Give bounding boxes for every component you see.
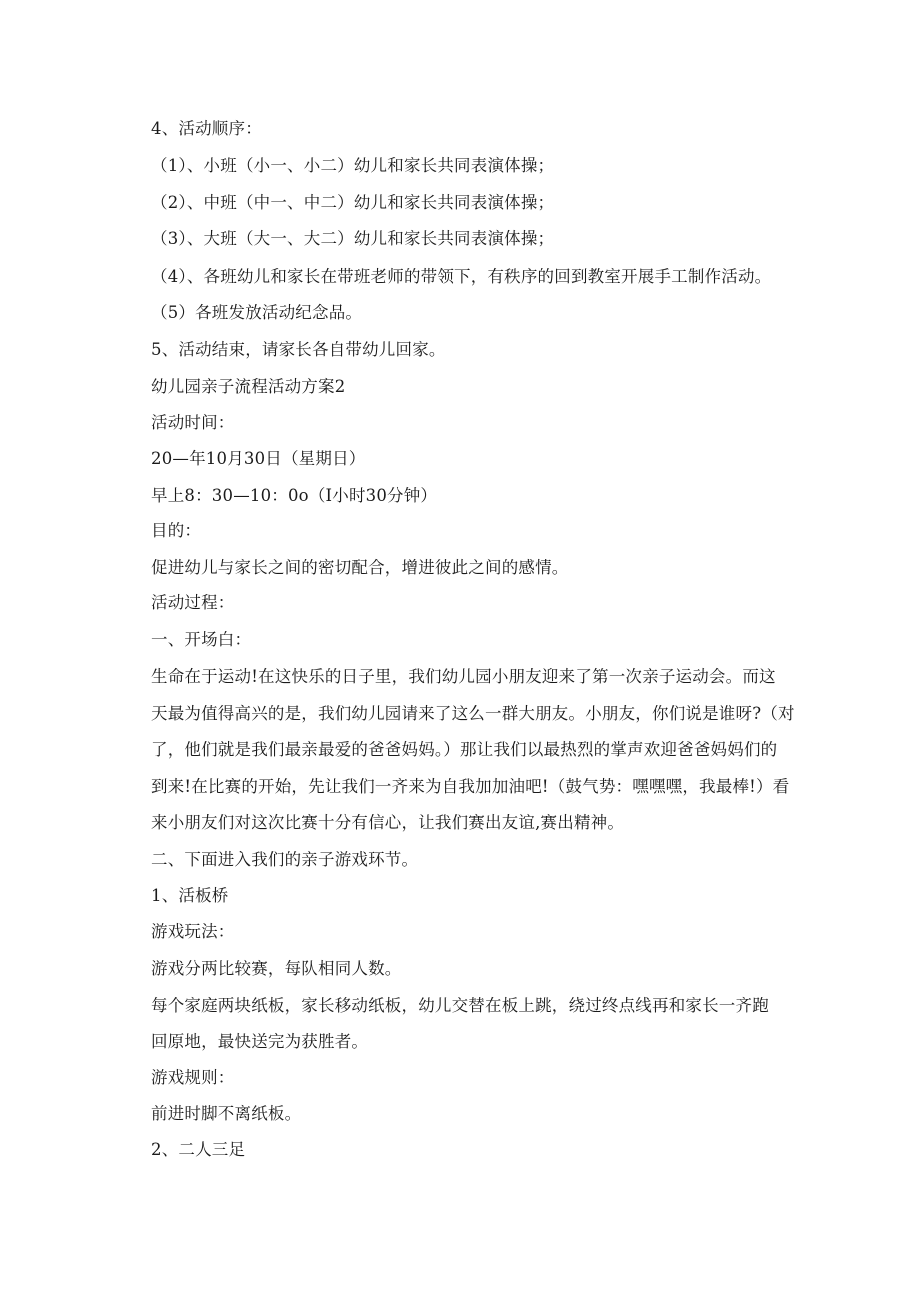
paragraph-line: 到来!在比赛的开始，先让我们一齐来为自我加加油吧!（鼓气势：嘿嘿嘿，我最棒!）看 [151, 777, 790, 796]
text-line: 游戏分两比较赛，每队相同人数。 [151, 959, 402, 978]
text-line: 促进幼儿与家长之间的密切配合，增进彼此之间的感情。 [151, 558, 569, 577]
text-line: 一、开场白： [151, 630, 252, 649]
text-line: 2、二人三足 [151, 1140, 246, 1159]
text-line: 前进时脚不离纸板。 [151, 1104, 302, 1123]
text-line: （4）、各班幼儿和家长在带班老师的带领下，有秩序的回到教室开展手工制作活动。 [151, 267, 772, 286]
text-line: 游戏玩法： [151, 922, 235, 941]
paragraph-line: 生命在于运动!在这快乐的日子里，我们幼儿园小朋友迎来了第一次亲子运动会。而这 [151, 667, 776, 686]
text-line: （1）、小班（小一、小二）幼儿和家长共同表演体操； [151, 156, 555, 175]
paragraph-line: 来小朋友们对这次比赛十分有信心，让我们赛出友谊,赛出精神。 [151, 813, 625, 832]
text-line: 活动时间： [151, 413, 235, 432]
text-line: （2）、中班（中一、中二）幼儿和家长共同表演体操； [151, 193, 555, 212]
text-line: 1、活板桥 [151, 886, 229, 905]
text-line: 早上8：30—10：0o（I小时30分钟） [151, 486, 438, 505]
text-line: 目的： [151, 521, 202, 540]
text-line: （5）各班发放活动纪念品。 [151, 303, 363, 322]
text-line: （3）、大班（大一、大二）幼儿和家长共同表演体操； [151, 229, 555, 248]
text-line: 活动过程： [151, 593, 235, 612]
text-line: 二、下面进入我们的亲子游戏环节。 [151, 850, 419, 869]
paragraph-line: 每个家庭两块纸板，家长移动纸板，幼儿交替在板上跳，绕过终点线再和家长一齐跑 [151, 996, 769, 1015]
paragraph-line: 天最为值得高兴的是，我们幼儿园请来了这么一群大朋友。小朋友，你们说是谁呀?（对 [151, 704, 795, 723]
text-line: 20—年10月30日（星期日） [151, 449, 366, 468]
paragraph-line: 了，他们就是我们最亲最爱的爸爸妈妈。）那让我们以最热烈的掌声欢迎爸爸妈妈们的 [151, 740, 778, 759]
text-line: 游戏规则： [151, 1068, 235, 1087]
text-line: 4、活动顺序： [151, 119, 262, 138]
text-line: 5、活动结束，请家长各自带幼儿回家。 [151, 340, 446, 359]
paragraph-line: 回原地，最快送完为获胜者。 [151, 1032, 369, 1051]
section-heading: 幼儿园亲子流程活动方案2 [151, 377, 346, 396]
